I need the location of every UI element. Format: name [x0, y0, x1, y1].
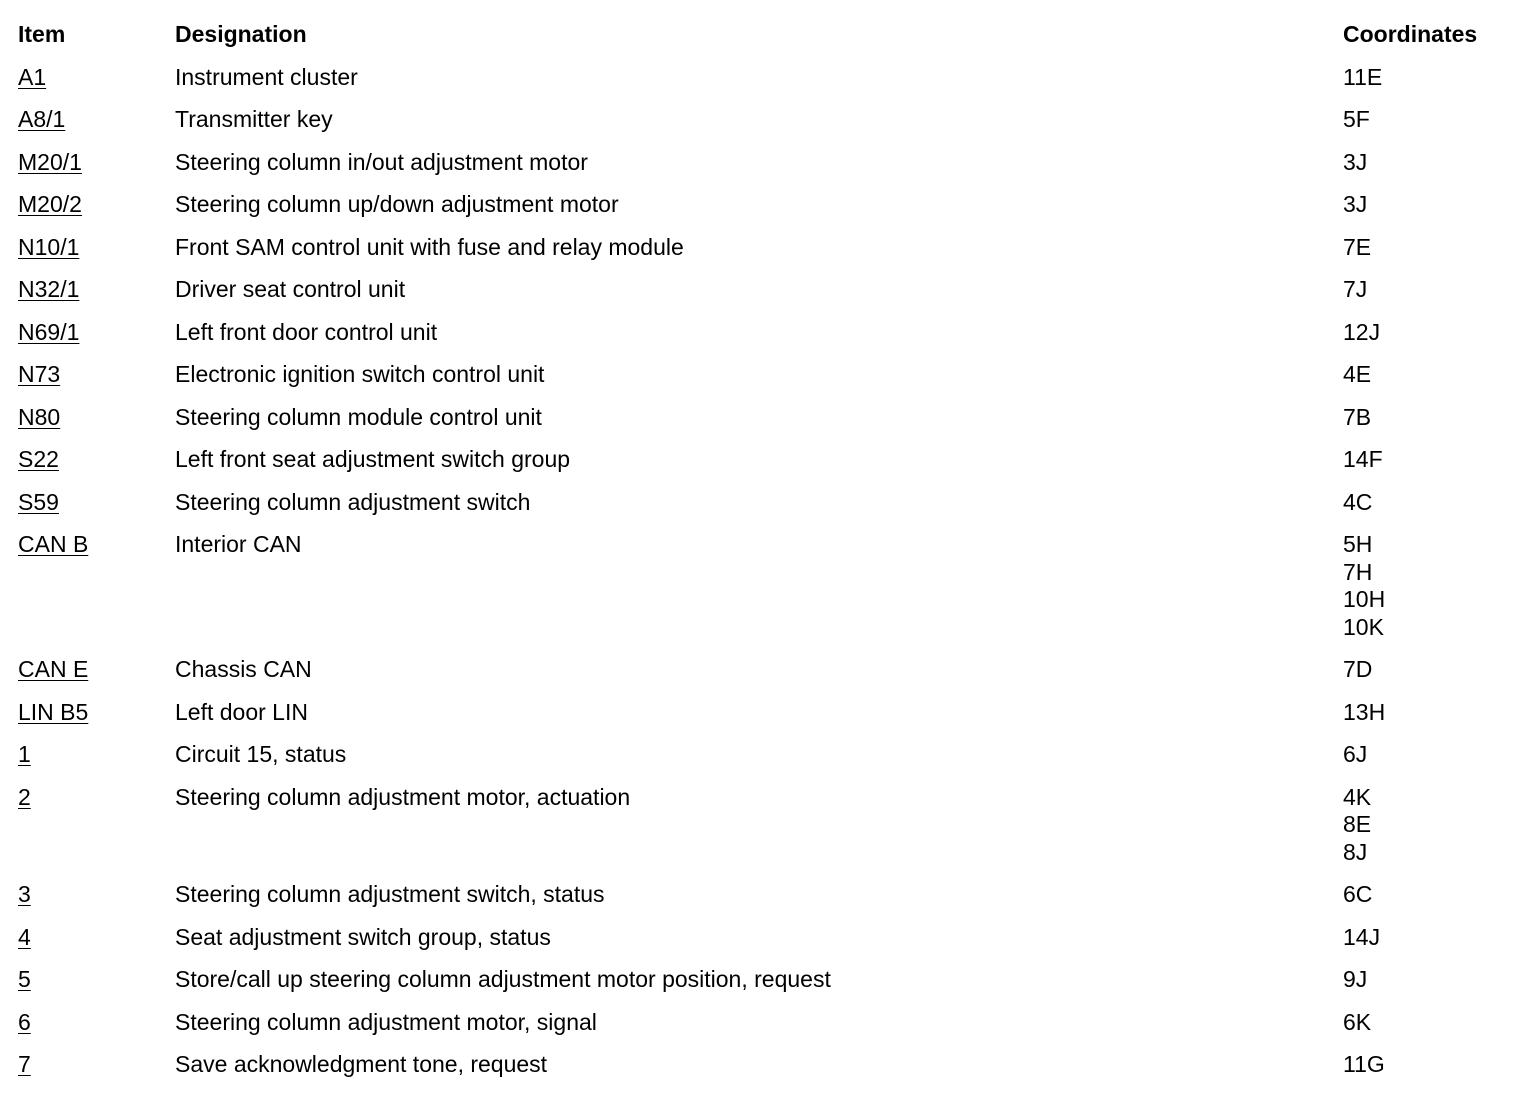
designation-cell: Steering column adjustment motor, signal [175, 1008, 597, 1035]
item-link[interactable]: LIN B5 [18, 698, 89, 725]
legend-body [18, 64, 1503, 1094]
table-row [18, 881, 1503, 924]
item-cell [18, 489, 175, 532]
item-link[interactable]: 7 [18, 1051, 31, 1077]
coordinates-cell [1343, 531, 1503, 656]
coordinate-value: 6C [1343, 881, 1373, 907]
item-link[interactable]: 6 [18, 1008, 31, 1035]
designation-cell: Steering column module control unit [175, 403, 542, 430]
table-row [18, 446, 1503, 489]
header-designation: Designation [175, 21, 307, 47]
table-row [18, 404, 1503, 447]
coordinate-value: 7D [1343, 656, 1373, 682]
coordinate-value: 6J [1343, 741, 1368, 767]
coordinate-value: 7H [1343, 558, 1373, 585]
item-link[interactable]: S59 [18, 488, 59, 515]
designation-cell: Electronic ignition switch control unit [175, 361, 545, 387]
table-row [18, 276, 1503, 319]
designation-cell: Seat adjustment switch group, status [175, 923, 551, 950]
coordinate-value: 9J [1343, 966, 1368, 992]
legend-table [18, 21, 1503, 1094]
item-cell [18, 531, 175, 656]
designation-cell: Interior CAN [175, 531, 302, 557]
coordinate-value: 12J [1343, 318, 1381, 345]
item-cell [18, 404, 175, 447]
item-link[interactable]: N73 [18, 361, 61, 387]
table-row [18, 741, 1503, 784]
designation-cell: Transmitter key [175, 106, 333, 132]
item-link[interactable]: CAN B [18, 531, 89, 557]
item-cell [18, 446, 175, 489]
item-link[interactable]: M20/2 [18, 191, 82, 217]
table-row [18, 319, 1503, 362]
item-link[interactable]: A1 [18, 63, 47, 90]
coordinates-cell [1343, 446, 1503, 489]
designation-cell: Left door LIN [175, 698, 308, 725]
item-cell [18, 276, 175, 319]
item-cell [18, 106, 175, 149]
coordinate-value: 11E [1343, 63, 1383, 90]
coordinates-cell [1343, 149, 1503, 192]
table-row [18, 106, 1503, 149]
item-cell [18, 966, 175, 1009]
item-cell [18, 924, 175, 967]
coordinate-value: 7B [1343, 403, 1372, 430]
item-link[interactable]: N32/1 [18, 276, 80, 302]
table-row [18, 64, 1503, 107]
coordinates-cell [1343, 489, 1503, 532]
coordinates-cell [1343, 966, 1503, 1009]
coordinate-value: 7E [1343, 233, 1372, 260]
item-link[interactable]: M20/1 [18, 148, 82, 175]
coordinate-value: 6K [1343, 1008, 1372, 1035]
designation-cell: Circuit 15, status [175, 741, 347, 767]
designation-cell: Chassis CAN [175, 656, 312, 682]
item-cell [18, 1009, 175, 1052]
item-cell [18, 361, 175, 404]
item-link[interactable]: 5 [18, 966, 31, 992]
designation-cell: Front SAM control unit with fuse and relay module [175, 233, 684, 260]
designation-cell: Left front seat adjustment switch group [175, 446, 571, 472]
coordinates-cell [1343, 106, 1503, 149]
table-row [18, 1009, 1503, 1052]
coordinates-cell [1343, 361, 1503, 404]
item-link[interactable]: 4 [18, 923, 31, 950]
coordinates-cell [1343, 699, 1503, 742]
table-row [18, 234, 1503, 277]
coordinate-value: 11G [1343, 1051, 1385, 1077]
header-row [18, 21, 1503, 64]
item-link[interactable]: S22 [18, 446, 59, 472]
designation-cell: Left front door control unit [175, 318, 438, 345]
item-link[interactable]: CAN E [18, 656, 89, 682]
coordinates-cell [1343, 191, 1503, 234]
item-cell [18, 656, 175, 699]
coordinates-cell [1343, 234, 1503, 277]
item-cell [18, 149, 175, 192]
designation-cell: Steering column up/down adjustment motor [175, 191, 619, 217]
coordinates-cell [1343, 404, 1503, 447]
table-row [18, 924, 1503, 967]
coordinates-cell [1343, 784, 1503, 882]
coordinates-cell [1343, 656, 1503, 699]
coordinate-value: 10H [1343, 586, 1386, 612]
coordinates-cell [1343, 741, 1503, 784]
coordinates-cell [1343, 319, 1503, 362]
coordinate-value: 7J [1343, 276, 1368, 302]
designation-cell: Steering column adjustment switch [175, 488, 531, 515]
item-cell [18, 881, 175, 924]
coordinate-value: 4C [1343, 488, 1373, 515]
coordinates-cell [1343, 1009, 1503, 1052]
item-cell [18, 191, 175, 234]
coordinates-cell [1343, 1051, 1503, 1094]
table-row [18, 149, 1503, 192]
coordinate-value: 4E [1343, 361, 1372, 387]
coordinate-value: 13H [1343, 698, 1386, 725]
item-cell [18, 741, 175, 784]
table-row [18, 489, 1503, 532]
item-cell [18, 784, 175, 882]
item-link[interactable]: N80 [18, 403, 61, 430]
coordinate-value: 4K [1343, 783, 1372, 810]
table-row [18, 699, 1503, 742]
coordinate-value: 14J [1343, 923, 1381, 950]
designation-cell: Steering column adjustment switch, status [175, 881, 605, 907]
item-cell [18, 699, 175, 742]
item-link[interactable]: 2 [18, 783, 31, 810]
table-row [18, 656, 1503, 699]
coordinates-cell [1343, 276, 1503, 319]
designation-cell: Save acknowledgment tone, request [175, 1051, 548, 1077]
table-row [18, 1051, 1503, 1094]
table-row [18, 191, 1503, 234]
table-row [18, 361, 1503, 404]
item-cell [18, 319, 175, 362]
item-link[interactable]: 3 [18, 881, 31, 907]
designation-cell: Driver seat control unit [175, 276, 406, 302]
table-row [18, 531, 1503, 656]
item-cell [18, 64, 175, 107]
coordinate-value: 8E [1343, 811, 1372, 837]
coordinates-cell [1343, 881, 1503, 924]
table-row [18, 784, 1503, 882]
coordinate-value: 3J [1343, 191, 1368, 217]
designation-cell: Steering column in/out adjustment motor [175, 148, 588, 175]
designation-cell: Store/call up steering column adjustment motor position, request [175, 966, 831, 992]
item-link[interactable]: 1 [18, 741, 31, 767]
item-cell [18, 234, 175, 277]
item-link[interactable]: A8/1 [18, 106, 66, 132]
table-row [18, 966, 1503, 1009]
item-link[interactable]: N10/1 [18, 233, 80, 260]
coordinate-value: 5F [1343, 106, 1370, 132]
coordinate-value: 14F [1343, 446, 1383, 472]
designation-cell: Instrument cluster [175, 63, 358, 90]
coordinates-cell [1343, 64, 1503, 107]
item-cell [18, 1051, 175, 1094]
coordinate-value: 10K [1343, 613, 1384, 640]
header-item: Item [18, 21, 66, 47]
coordinate-value: 3J [1343, 148, 1368, 175]
item-link[interactable]: N69/1 [18, 318, 80, 345]
coordinates-cell [1343, 924, 1503, 967]
coordinate-value: 8J [1343, 838, 1368, 865]
designation-cell: Steering column adjustment motor, actuation [175, 783, 631, 810]
header-coordinates: Coordinates [1343, 21, 1478, 47]
coordinate-value: 5H [1343, 531, 1373, 557]
